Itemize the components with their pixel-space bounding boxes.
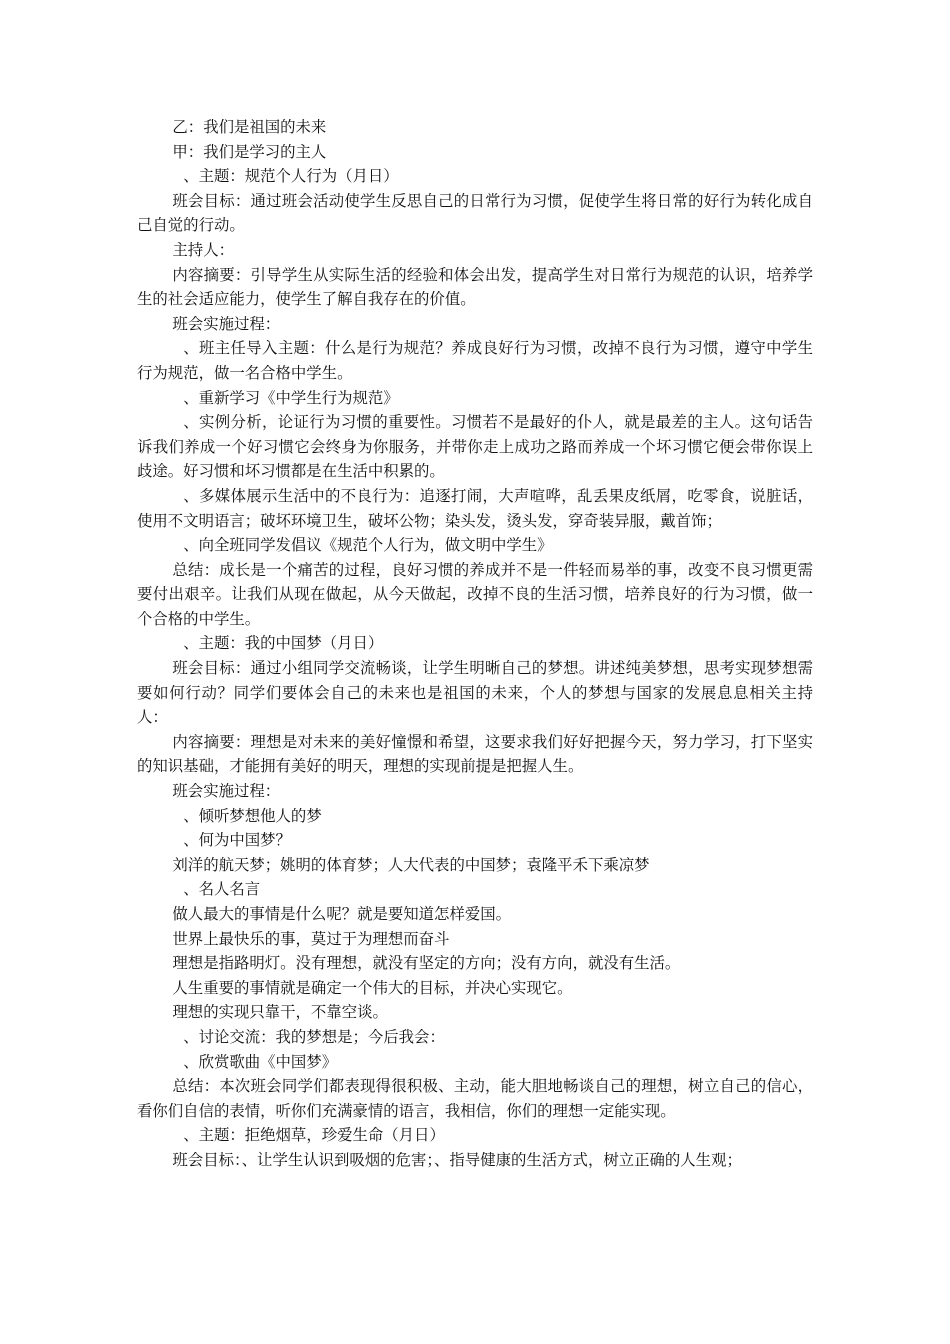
list-item-1-5: 、向全班同学发倡议《规范个人行为，做文明中学生》 bbox=[183, 536, 553, 555]
paragraph-conclusion-2: 总结：本次班会同学们都表现得很积极、主动，能大胆地畅谈自己的理想，树立自己的信心，看你们自信的表情，听你们充满豪情的语言，我相信，你们的理想一定能实现。 bbox=[137, 1077, 813, 1120]
list-item-2-3: 、名人名言 bbox=[183, 880, 261, 899]
list-item-1-4: 、多媒体展示生活中的不良行为：追逐打闹，大声喧哗，乱丢果皮纸屑，吃零食，说脏话，使用不文明语言；破坏环境卫生，破坏公物；染头发，烫头发，穿奇装异服，戴首饰； bbox=[137, 486, 813, 530]
paragraph-1: 乙：我们是祖国的未来 bbox=[172, 118, 327, 136]
list-item-2-4: 、讨论交流：我的梦想是；今后我会： bbox=[183, 1027, 445, 1046]
section-heading-3: 、主题：拒绝烟草，珍爱生命（月日） bbox=[183, 1126, 445, 1145]
list-item-1-1: 、班主任导入主题：什么是行为规范？养成良好行为习惯，改掉不良行为习惯，遵守中学生行为规范，做一名合格中学生。 bbox=[137, 339, 813, 382]
quote-4: 人生重要的事情就是确定一个伟大的目标，并决心实现它。 bbox=[172, 978, 573, 997]
paragraph-dreams: 刘洋的航天梦；姚明的体育梦；人大代表的中国梦；袁隆平禾下乘凉梦 bbox=[172, 855, 650, 874]
quote-3: 理想是指路明灯。没有理想，就没有坚定的方向；没有方向，就没有生活。 bbox=[172, 954, 681, 973]
list-item-2-2: 、何为中国梦？ bbox=[183, 831, 291, 850]
paragraph-summary-1: 内容摘要：引导学生从实际生活的经验和体会出发，提高学生对日常行为规范的认识，培养学生的社会适应能力，使学生了解自我存在的价值。 bbox=[137, 265, 813, 309]
paragraph-goal-1: 班会目标：通过班会活动使学生反思自己的日常行为习惯，促使学生将日常的好行为转化成自己自觉的行动。 bbox=[137, 191, 813, 235]
list-item-1-2: 、重新学习《中学生行为规范》 bbox=[183, 388, 399, 407]
quote-2: 世界上最快乐的事，莫过于为理想而奋斗 bbox=[172, 929, 450, 948]
list-item-2-1: 、倾听梦想他人的梦 bbox=[183, 806, 322, 825]
paragraph-goal-2: 班会目标：通过小组同学交流畅谈，让学生明晰自己的梦想。讲述纯美梦想，思考实现梦想需要如何行动？同学们要体会自己的未来也是祖国的未来，个人的梦想与国家的发展息息相关主持人： bbox=[137, 659, 813, 727]
paragraph-process-1: 班会实施过程： bbox=[172, 314, 281, 333]
list-item-1-3: 、实例分析，论证行为习惯的重要性。习惯若不是最好的仆人，就是最差的主人。这句话告诉我们养成一个好习惯它会终身为你服务，并带你走上成功之路而养成一个坏习惯它便会带你误上歧途。好习惯和坏习惯都是在生活中积累的。 bbox=[137, 413, 813, 481]
section-heading-2: 、主题：我的中国梦（月日） bbox=[183, 634, 384, 653]
paragraph-goal-3: 班会目标：、让学生认识到吸烟的危害；、指导健康的生活方式，树立正确的人生观； bbox=[172, 1150, 742, 1169]
list-item-2-5: 、欣赏歌曲《中国梦》 bbox=[183, 1052, 338, 1071]
paragraph-process-2: 班会实施过程： bbox=[172, 782, 281, 801]
paragraph-summary-2: 内容摘要：理想是对未来的美好憧憬和希望，这要求我们好好把握今天，努力学习，打下坚实的知识基础，才能拥有美好的明天，理想的实现前提是把握人生。 bbox=[137, 732, 813, 776]
quote-1: 做人最大的事情是什么呢？就是要知道怎样爱国。 bbox=[172, 905, 512, 923]
quote-5: 理想的实现只靠干，不靠空谈。 bbox=[172, 1003, 388, 1022]
section-heading-1: 、主题：规范个人行为（月日） bbox=[183, 167, 399, 186]
paragraph-host-1: 主持人： bbox=[172, 240, 234, 259]
paragraph-2: 甲：我们是学习的主人 bbox=[172, 142, 327, 161]
paragraph-conclusion-1: 总结：成长是一个痛苦的过程，良好习惯的养成并不是一件轻而易举的事，改变不良习惯更需要付出艰辛。让我们从现在做起，从今天做起，改掉不良的生活习惯，培养良好的行为习惯，做一个合格的中学生。 bbox=[137, 560, 813, 628]
document-page bbox=[137, 115, 813, 1173]
